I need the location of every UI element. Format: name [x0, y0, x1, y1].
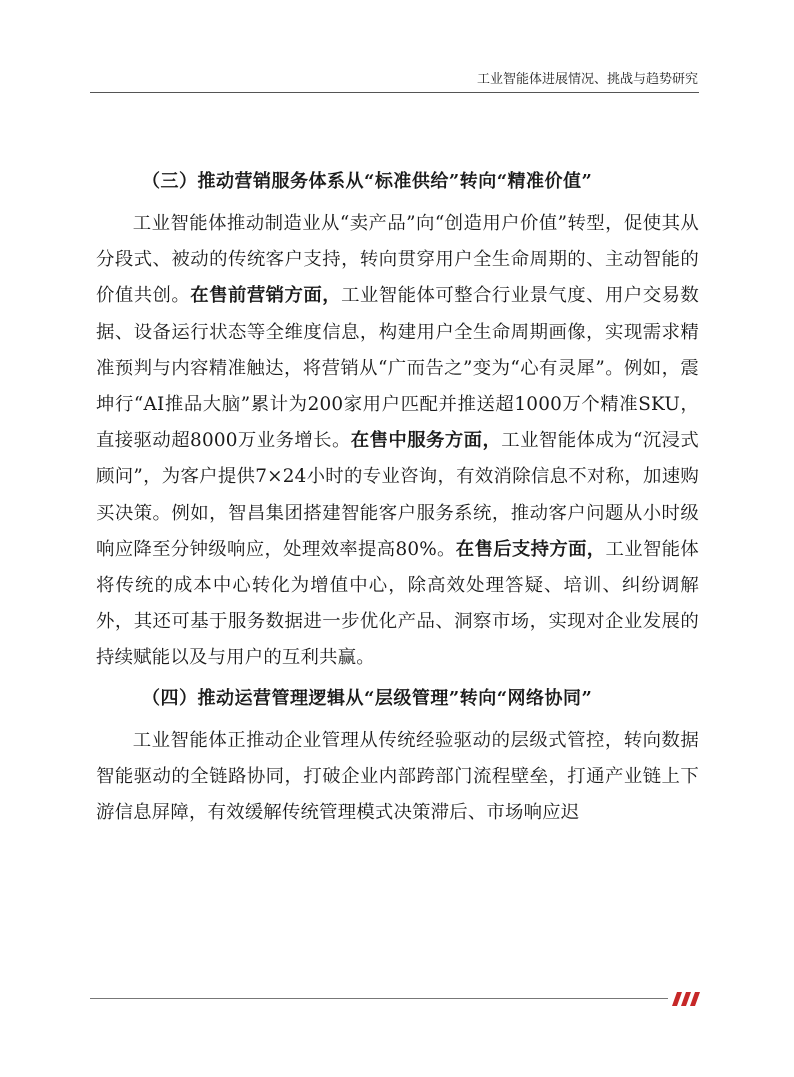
para-text: 工业智能体成为“沉浸式顾问”，为客户提供7×24小时的专业咨询，有效消除信息不对称，加速购买决策。例如，智昌集团搭建智能客户服务系统，推动客户问题从小时级响应降至分钟级响应，处理效率提高80%。	[96, 430, 699, 560]
slash-mark-icon	[672, 992, 702, 1006]
para-bold-label: 在售后支持方面，	[455, 538, 606, 560]
section-3-paragraph	[96, 206, 699, 677]
para-bold-label: 在售中服务方面，	[350, 430, 502, 452]
section-4-paragraph: 工业智能体正推动企业管理从传统经验驱动的层级式管控，转向数据智能驱动的全链路协同，打破企业内部跨部门流程壁垒，打通产业链上下游信息屏障，有效缓解传统管理模式决策滞后、市场响应迟	[96, 729, 699, 824]
section-4-heading: （四）推动运营管理逻辑从“层级管理”转向“网络协同”	[142, 687, 593, 709]
section-3-heading: （三）推动营销服务体系从“标准供给”转向“精准价值”	[142, 171, 593, 192]
para-text: 工业智能体将传统的成本中心转化为增值中心，除高效处理答疑、培训、纠纷调解外，其还可基于服务数据进一步优化产品、洞察市场，实现对企业发展的持续赋能以及与用户的互利共赢。	[96, 538, 699, 669]
para-bold-label: 在售前营销方面，	[190, 285, 342, 307]
footer-divider	[90, 998, 668, 999]
para-text: 工业智能体可整合行业景气度、用户交易数据、设备运行状态等全维度信息，构建用户全生命周期画像，实现需求精准预判与内容精准触达，将营销从“广而告之”变为“心有灵犀”。例如，震坤行“AI推品大脑”累计为200家用户匹配并推送超1000万个精准SKU，直接驱动超8000万业务增长。	[96, 285, 699, 452]
running-header-title: 工业智能体进展情况、挑战与趋势研究	[476, 72, 698, 87]
para-text: 工业智能体推动制造业从“卖产品”向“创造用户价值”转型，促使其从分段式、被动的传统客户支持，转向贯穿用户全生命周期的、主动智能的价值共创。	[96, 213, 699, 307]
page-body	[96, 168, 699, 831]
header-divider	[90, 92, 699, 93]
